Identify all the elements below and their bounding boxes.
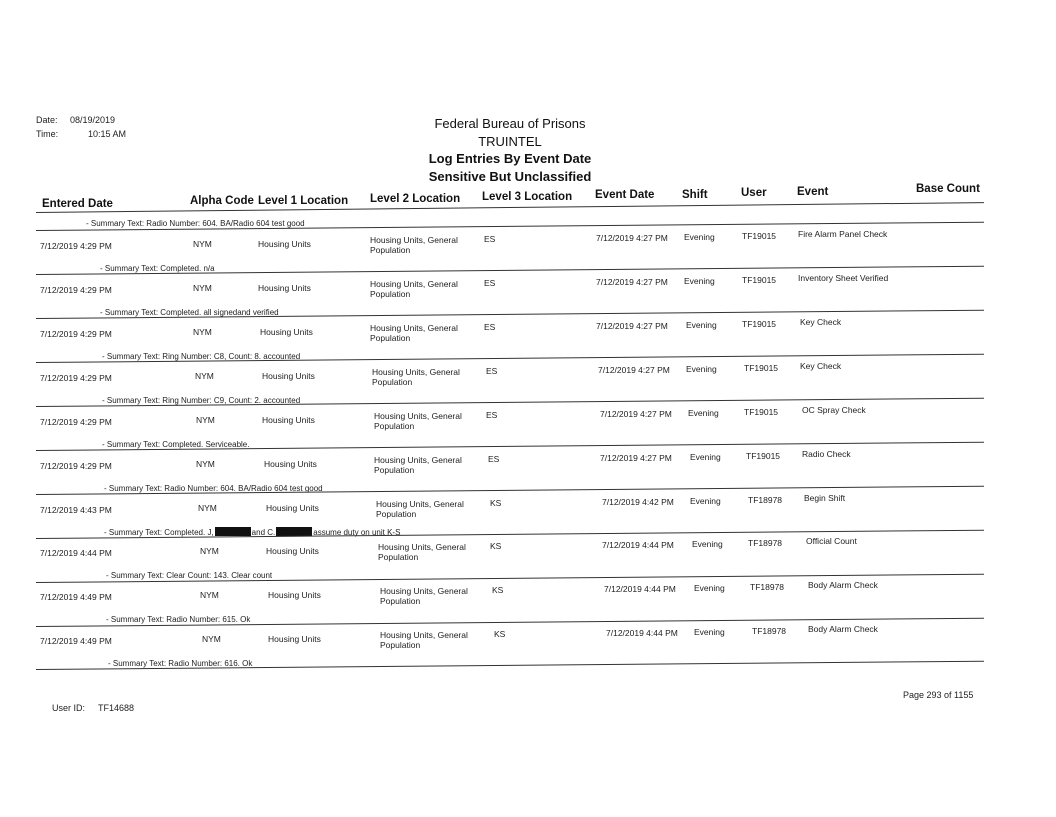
report-title: Log Entries By Event Date (428, 151, 592, 166)
col-level-2-location: Level 2 Location (370, 193, 461, 205)
user-id-value: TF14688 (98, 703, 135, 713)
summary-text: - Summary Text: Radio Number: 616. Ok (108, 659, 253, 668)
level-3-location: KS (494, 629, 506, 639)
level-2-location: Housing Units, General Population (370, 323, 458, 343)
event-date: 7/12/2019 4:44 PM (604, 584, 676, 594)
level-1-location: Housing Units (264, 459, 317, 469)
summary-text: - Summary Text: Radio Number: 604. BA/Radio 604 test good (104, 484, 323, 493)
alpha-code: NYM (200, 546, 219, 556)
report-classification: Sensitive But Unclassified (428, 169, 592, 184)
level-3-location: ES (484, 322, 496, 332)
level-3-location: ES (486, 366, 498, 376)
level-3-location: ES (484, 234, 496, 244)
level-2-location: Housing Units, General Population (370, 235, 458, 255)
user-id: TF19015 (744, 407, 779, 417)
col-base-count: Base Count (916, 183, 980, 195)
summary-text: - Summary Text: Ring Number: C9, Count: 2. accounted (102, 396, 301, 405)
shift: Evening (692, 539, 723, 549)
level-1-location: Housing Units (262, 371, 315, 381)
event-name: Body Alarm Check (808, 624, 878, 634)
shift: Evening (684, 276, 715, 286)
event-date: 7/12/2019 4:27 PM (600, 453, 672, 463)
col-user: User (741, 187, 767, 199)
level-3-location: KS (492, 585, 504, 595)
event-name: Fire Alarm Panel Check (798, 229, 888, 239)
shift: Evening (688, 408, 719, 418)
event-date: 7/12/2019 4:27 PM (596, 277, 668, 287)
alpha-code: NYM (193, 239, 212, 249)
alpha-code: NYM (193, 283, 212, 293)
summary-text: - Summary Text: Completed. all signedand verified (100, 308, 279, 317)
shift: Evening (694, 627, 725, 637)
event-date: 7/12/2019 4:27 PM (600, 409, 672, 419)
level-2-location: Housing Units, General Population (372, 367, 460, 387)
alpha-code: NYM (200, 590, 219, 600)
entered-date: 7/12/2019 4:29 PM (40, 329, 112, 339)
time-value: 10:15 AM (88, 129, 127, 139)
level-3-location: ES (484, 278, 496, 288)
level-3-location: KS (490, 498, 502, 508)
page-number: Page 293 of 1155 (903, 690, 974, 700)
event-name: Body Alarm Check (808, 580, 878, 590)
entered-date: 7/12/2019 4:29 PM (40, 461, 112, 471)
summary-text: - Summary Text: Ring Number: C8, Count: 8. accounted (102, 352, 301, 361)
summary-text: - Summary Text: Completed. Serviceable. (102, 440, 250, 449)
user-id: TF18978 (748, 538, 783, 548)
redaction-block (215, 527, 251, 536)
shift: Evening (694, 583, 725, 593)
event-name: OC Spray Check (802, 405, 866, 415)
entered-date: 7/12/2019 4:29 PM (40, 373, 112, 383)
event-name: Radio Check (802, 449, 851, 459)
entered-date: 7/12/2019 4:29 PM (40, 241, 112, 251)
user-id: TF18978 (750, 582, 785, 592)
user-id: TF19015 (744, 363, 779, 373)
entered-date: 7/12/2019 4:49 PM (40, 592, 112, 602)
entered-date: 7/12/2019 4:49 PM (40, 636, 112, 646)
col-level-1-location: Level 1 Location (258, 195, 349, 207)
date-label: Date: (36, 115, 58, 125)
col-event: Event (797, 186, 829, 198)
level-1-location: Housing Units (266, 546, 319, 556)
shift: Evening (690, 496, 721, 506)
event-name: Official Count (806, 536, 857, 546)
col-shift: Shift (682, 189, 708, 201)
level-2-location: Housing Units, General Population (374, 411, 462, 431)
user-id: TF19015 (746, 451, 781, 461)
level-3-location: ES (486, 410, 498, 420)
event-date: 7/12/2019 4:44 PM (606, 628, 678, 638)
user-id: TF19015 (742, 319, 777, 329)
entered-date: 7/12/2019 4:29 PM (40, 417, 112, 427)
level-2-location: Housing Units, General Population (380, 630, 468, 650)
shift: Evening (686, 364, 717, 374)
level-1-location: Housing Units (260, 327, 313, 337)
col-entered-date: Entered Date (42, 198, 113, 210)
alpha-code: NYM (196, 415, 215, 425)
entered-date: 7/12/2019 4:44 PM (40, 548, 112, 558)
date-value: 08/19/2019 (70, 115, 116, 125)
event-date: 7/12/2019 4:44 PM (602, 540, 674, 550)
level-1-location: Housing Units (266, 503, 319, 513)
event-date: 7/12/2019 4:27 PM (598, 365, 670, 375)
shift: Evening (684, 232, 715, 242)
entered-date: 7/12/2019 4:43 PM (40, 505, 112, 515)
shift: Evening (690, 452, 721, 462)
shift: Evening (686, 320, 717, 330)
summary-text: - Summary Text: Radio Number: 604. BA/Radio 604 test good (86, 219, 305, 228)
alpha-code: NYM (195, 371, 214, 381)
level-1-location: Housing Units (258, 283, 311, 293)
event-name: Key Check (800, 317, 842, 327)
level-3-location: ES (488, 454, 500, 464)
summary-text: - Summary Text: Clear Count: 143. Clear count (106, 571, 273, 580)
alpha-code: NYM (202, 634, 221, 644)
level-2-location: Housing Units, General Population (370, 279, 458, 299)
level-1-location: Housing Units (268, 590, 321, 600)
event-name: Begin Shift (804, 493, 846, 503)
header-rule (36, 202, 984, 213)
level-2-location: Housing Units, General Population (376, 499, 464, 519)
alpha-code: NYM (198, 503, 217, 513)
col-event-date: Event Date (595, 189, 655, 201)
alpha-code: NYM (193, 327, 212, 337)
level-1-location: Housing Units (262, 415, 315, 425)
user-id: TF19015 (742, 275, 777, 285)
level-2-location: Housing Units, General Population (378, 542, 466, 562)
event-date: 7/12/2019 4:27 PM (596, 321, 668, 331)
report-system: TRUINTEL (478, 134, 542, 149)
event-date: 7/12/2019 4:42 PM (602, 497, 674, 507)
entered-date: 7/12/2019 4:29 PM (40, 285, 112, 295)
level-3-location: KS (490, 541, 502, 551)
event-name: Inventory Sheet Verified (798, 273, 889, 283)
col-alpha-code: Alpha Code (190, 195, 254, 207)
time-label: Time: (36, 129, 59, 139)
level-2-location: Housing Units, General Population (374, 455, 462, 475)
user-id-label: User ID: (52, 703, 86, 713)
alpha-code: NYM (196, 459, 215, 469)
level-2-location: Housing Units, General Population (380, 586, 468, 606)
user-id: TF18978 (748, 495, 783, 505)
report-agency: Federal Bureau of Prisons (434, 116, 586, 131)
level-1-location: Housing Units (268, 634, 321, 644)
user-id: TF18978 (752, 626, 787, 636)
summary-text: - Summary Text: Completed. J, and C. assume duty on unit K-S (104, 528, 401, 537)
event-name: Key Check (800, 361, 842, 371)
event-date: 7/12/2019 4:27 PM (596, 233, 668, 243)
level-1-location: Housing Units (258, 239, 311, 249)
col-level-3-location: Level 3 Location (482, 191, 573, 203)
summary-text: - Summary Text: Radio Number: 615. Ok (106, 615, 251, 624)
summary-text: - Summary Text: Completed. n/a (100, 264, 215, 273)
user-id: TF19015 (742, 231, 777, 241)
